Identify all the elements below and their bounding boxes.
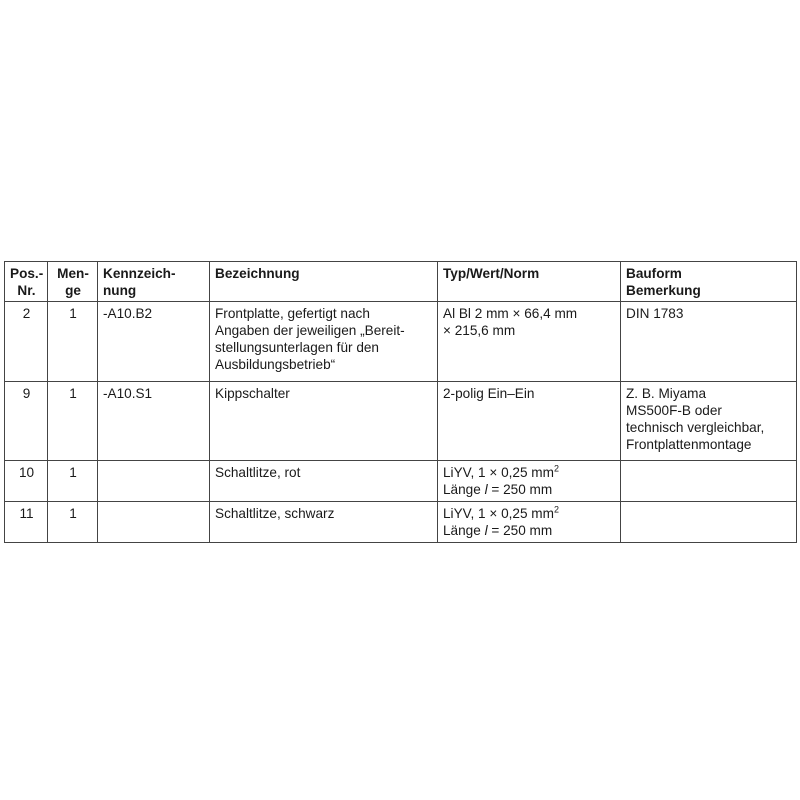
cell-typ-wert-norm — [438, 502, 621, 543]
length-variable: l — [484, 482, 488, 497]
cell-typ-wert-norm: 2-polig Ein–Ein — [438, 382, 621, 461]
typ-line-2-suffix: = 250 mm — [487, 482, 553, 497]
table-row — [5, 461, 797, 502]
cell-menge: 1 — [48, 461, 98, 502]
typ-line-2-suffix: = 250 mm — [487, 523, 553, 538]
cell-bezeichnung: Schaltlitze, schwarz — [210, 502, 438, 543]
table-row — [5, 302, 797, 382]
cell-menge: 1 — [48, 502, 98, 543]
cell-bauform-bemerkung: DIN 1783 — [621, 302, 797, 382]
typ-line-2-prefix: Länge — [443, 482, 485, 497]
cell-typ-wert-norm — [438, 461, 621, 502]
cell-pos: 9 — [5, 382, 48, 461]
cell-bezeichnung: Frontplatte, gefertigt nach Angaben der jeweiligen „Bereit- stellungsunterlagen für den Ausbildungsbetrieb“ — [210, 302, 438, 382]
length-variable: l — [484, 523, 488, 538]
header-bauform-bemerkung: Bauform Bemerkung — [621, 262, 797, 302]
typ-line-1: LiYV, 1 × 0,25 mm — [443, 506, 554, 521]
superscript-2: 2 — [553, 504, 559, 515]
cell-kennzeichnung: -A10.S1 — [98, 382, 210, 461]
superscript-2: 2 — [553, 463, 559, 474]
cell-typ-wert-norm: Al Bl 2 mm × 66,4 mm × 215,6 mm — [438, 302, 621, 382]
cell-kennzeichnung: -A10.B2 — [98, 302, 210, 382]
table-row — [5, 502, 797, 543]
cell-bauform-bemerkung — [621, 502, 797, 543]
parts-list-table — [4, 261, 797, 543]
header-pos: Pos.- Nr. — [5, 262, 48, 302]
typ-line-1: LiYV, 1 × 0,25 mm — [443, 465, 554, 480]
header-typ-wert-norm: Typ/Wert/Norm — [438, 262, 621, 302]
cell-bauform-bemerkung: Z. B. Miyama MS500F-B oder technisch vergleichbar, Frontplattenmontage — [621, 382, 797, 461]
table-body — [5, 302, 797, 543]
header-kennzeichnung: Kennzeich- nung — [98, 262, 210, 302]
cell-pos: 2 — [5, 302, 48, 382]
header-row — [5, 262, 797, 302]
cell-menge: 1 — [48, 302, 98, 382]
cell-menge: 1 — [48, 382, 98, 461]
cell-bezeichnung: Kippschalter — [210, 382, 438, 461]
cell-kennzeichnung — [98, 461, 210, 502]
cell-kennzeichnung — [98, 502, 210, 543]
header-menge: Men- ge — [48, 262, 98, 302]
table-row — [5, 382, 797, 461]
cell-bauform-bemerkung — [621, 461, 797, 502]
cell-pos: 10 — [5, 461, 48, 502]
cell-pos: 11 — [5, 502, 48, 543]
table-header — [5, 262, 797, 302]
header-bezeichnung: Bezeichnung — [210, 262, 438, 302]
typ-line-2-prefix: Länge — [443, 523, 485, 538]
cell-bezeichnung: Schaltlitze, rot — [210, 461, 438, 502]
